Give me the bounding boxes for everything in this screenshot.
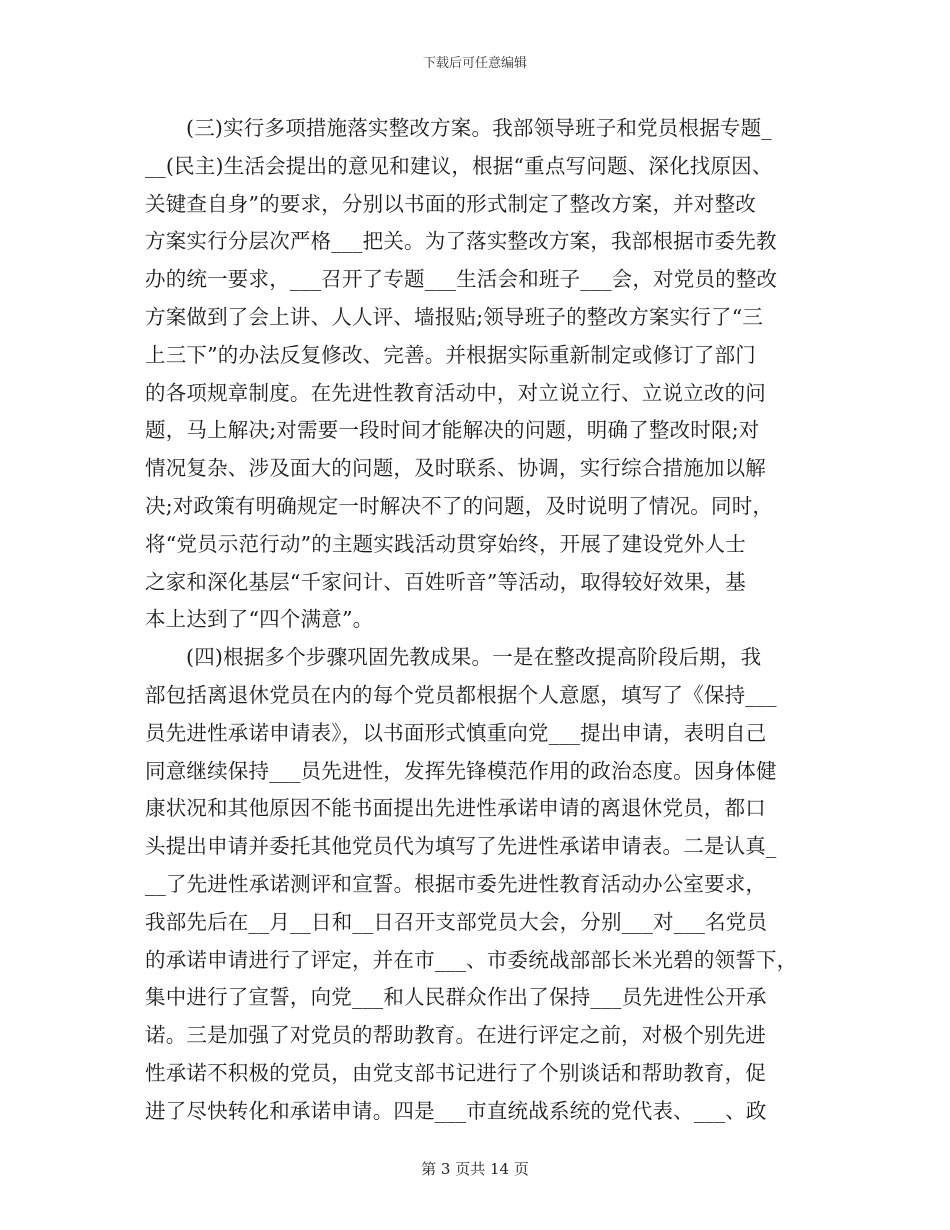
text-line: 本上达到了“四个满意”。 bbox=[145, 607, 374, 632]
page-footer: 第 3 页共 14 页 bbox=[421, 1160, 529, 1178]
document-body bbox=[145, 110, 815, 1131]
text-line: 集中进行了宣誓，向党___和人民群众作出了保持___员先进性公开承 bbox=[145, 985, 767, 1010]
text-line: 之家和深化基层“千家问计、百姓听音”等活动，取得较好效果，基 bbox=[145, 569, 746, 594]
text-line: 题，马上解决;对需要一段时间才能解决的问题，明确了整改时限;对 bbox=[145, 418, 760, 443]
text-line: (三)实行多项措施落实整改方案。我部领导班子和党员根据专题_ bbox=[186, 116, 772, 140]
text-line: (四)根据多个步骤巩固先教成果。一是在整改提高阶段后期，我 bbox=[186, 645, 762, 670]
text-line: 关键查自身”的要求，分别以书面的形式制定了整改方案，并对整改 bbox=[145, 191, 756, 216]
text-line: 诺。三是加强了对党员的帮助教育。在进行评定之前，对极个别先进 bbox=[145, 1023, 766, 1048]
text-line: 我部先后在__月__日和__日召开支部党员大会，分别___对___名党员 bbox=[145, 909, 768, 934]
text-line: 的承诺申请进行了评定，并在市___、市委统战部部长米光碧的领誓下， bbox=[145, 947, 798, 972]
text-line: 方案实行分层次严格___把关。为了落实整改方案，我部根据市委先教 bbox=[145, 229, 777, 254]
text-line: 员先进性承诺申请表》，以书面形式慎重向党___提出申请，表明自己 bbox=[145, 720, 767, 745]
text-line: 情况复杂、涉及面大的问题，及时联系、协调，实行综合措施加以解 bbox=[145, 456, 766, 481]
text-line: 康状况和其他原因不能书面提出先进性承诺申请的离退休党员，都口 bbox=[145, 796, 766, 821]
text-line: 进了尽快转化和承诺申请。四是___市直统战系统的党代表、___、政 bbox=[145, 1098, 767, 1123]
text-line: 方案做到了会上讲、人人评、墙报贴;领导班子的整改方案实行了“三 bbox=[145, 304, 764, 329]
text-line: __(民主)生活会提出的意见和建议，根据“重点写问题、深化找原因、 bbox=[145, 153, 773, 178]
text-line: 性承诺不积极的党员，由党支部书记进行了个别谈话和帮助教育，促 bbox=[145, 1060, 766, 1085]
text-line: 将“党员示范行动”的主题实践活动贯穿始终，开展了建设党外人士 bbox=[145, 531, 746, 556]
text-line: 决;对政策有明确规定一时解决不了的问题，及时说明了情况。同时， bbox=[145, 493, 774, 518]
text-line: 办的统一要求，___召开了专题___生活会和班子___会，对党员的整改 bbox=[145, 267, 778, 292]
text-line: 头提出申请并委托其他党员代为填写了先进性承诺申请表。二是认真_ bbox=[145, 834, 777, 859]
text-line: 上三下”的办法反复修改、完善。并根据实际重新制定或修订了部门 bbox=[145, 342, 756, 367]
text-line: 同意继续保持___员先进性，发挥先锋模范作用的政治态度。因身体健 bbox=[145, 758, 777, 783]
page-header: 下载后可任意编辑 bbox=[422, 56, 527, 71]
text-line: 的各项规章制度。在先进性教育活动中，对立说立行、立说立改的问 bbox=[145, 380, 766, 405]
text-line: 部包括离退休党员在内的每个党员都根据个人意愿，填写了《保持___ bbox=[145, 682, 777, 707]
text-line: __了先进性承诺测评和宣誓。根据市委先进性教育活动办公室要求， bbox=[145, 871, 767, 896]
